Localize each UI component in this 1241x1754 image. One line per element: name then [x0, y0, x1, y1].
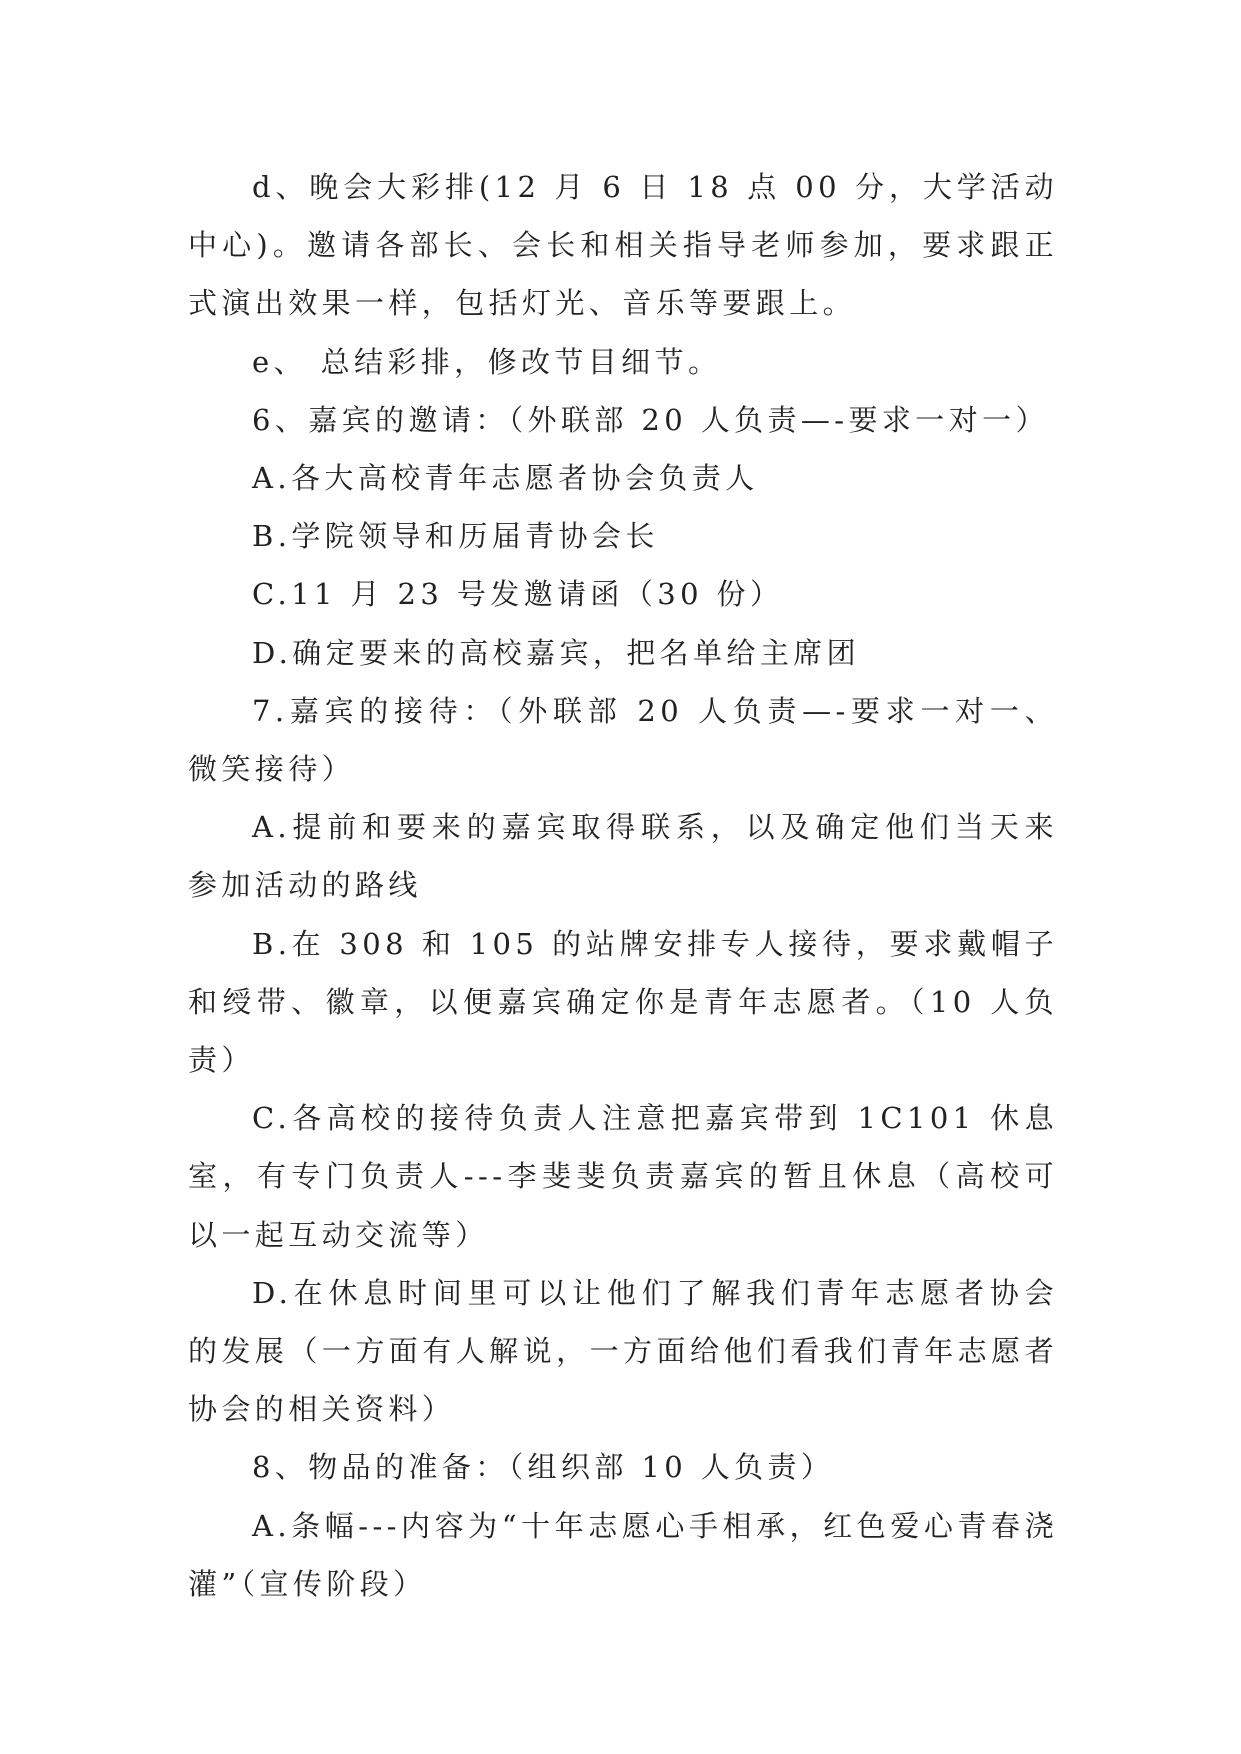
paragraph-rehearsal: d、晚会大彩排(12 月 6 日 18 点 00 分，大学活动中心)。邀请各部长、会长和相关指导老师参加，要求跟正式演出效果一样，包括灯光、音乐等要跟上。: [188, 170, 1058, 321]
list-item-invitation-d: D.确定要来的高校嘉宾，把名单给主席团: [252, 635, 861, 670]
section-heading-guest-reception: 7.嘉宾的接待：（外联部 20 人负责—-要求一对一、微笑接待）: [188, 693, 1058, 787]
list-item-supplies-a: A.条幅---内容为“十年志愿心手相承，红色爱心青春浇灌”（宣传阶段）: [188, 1508, 1058, 1601]
paragraph-rehearsal-summary: e、 总结彩排，修改节目细节。: [252, 344, 722, 379]
section-heading-guest-invitation: 6、嘉宾的邀请：（外联部 20 人负责—-要求一对一）: [252, 402, 1049, 437]
list-item-reception-d: D.在休息时间里可以让他们了解我们青年志愿者协会的发展（一方面有人解说，一方面给他们看我们青年志愿者协会的相关资料）: [188, 1275, 1058, 1427]
list-item-reception-b: B.在 308 和 105 的站牌安排专人接待，要求戴帽子和绶带、徽章，以便嘉宾确定你是青年志愿者。（10 人负责）: [188, 926, 1058, 1078]
list-item-invitation-c: C.11 月 23 号发邀请函（30 份）: [252, 577, 784, 612]
list-item-invitation-a: A.各大高校青年志愿者协会负责人: [252, 461, 759, 496]
list-item-reception-c: C.各高校的接待负责人注意把嘉宾带到 1C101 休息室，有专门负责人---李斐斐负责嘉宾的暂且休息（高校可以一起互动交流等）: [188, 1101, 1058, 1252]
list-item-invitation-b: B.学院领导和历届青协会长: [252, 519, 659, 554]
section-heading-supplies: 8、物品的准备：（组织部 10 人负责）: [252, 1450, 835, 1485]
list-item-reception-a: A.提前和要来的嘉宾取得联系，以及确定他们当天来参加活动的路线: [188, 810, 1058, 903]
document-body: [188, 158, 1058, 1613]
